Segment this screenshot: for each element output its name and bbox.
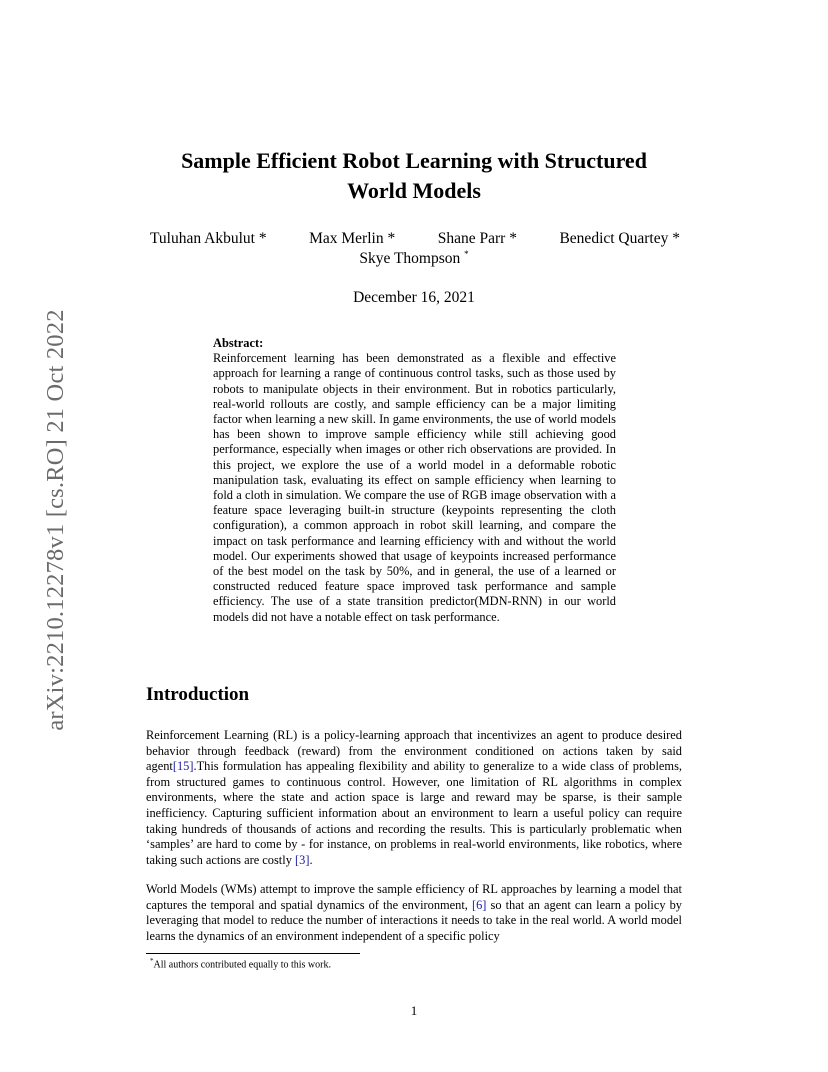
text-run: .This formulation has appealing flexibility and ability to generalize to a wide class of problems, from structured games to continuous control. However, one limitation of RL algorithms in complex environments, where the state and action space is large and reward may be sparse, is their sample inefficiency. Capturing sufficient information about an environment to learn a useful policy can require taking hundreds of thousands of actions and recording the results. This is particularly problematic when ‘samples’ are hard to come by - for instance, on problems in real-world environments, like robotics, where taking such actions are costly <box>146 759 682 867</box>
author <box>150 230 267 248</box>
author-row <box>150 230 680 248</box>
author-name: Skye Thompson <box>359 250 461 268</box>
title-line-1: Sample Efficient Robot Learning with Structured <box>181 148 647 173</box>
author-mark: * <box>672 230 680 247</box>
author-row-2 <box>0 249 828 268</box>
citation-link[interactable]: [3] <box>295 852 310 867</box>
author <box>559 230 680 248</box>
abstract <box>213 336 616 625</box>
footnote-text: All authors contributed equally to this work. <box>153 959 331 971</box>
text-run: so that an agent can learn a policy by leveraging that model to reduce the number of interactions it needs to take in the real world. A world model learns the dynamics of an environment independent of a specific policy <box>146 897 682 943</box>
author-name: Benedict Quartey <box>559 230 669 247</box>
text-run: World Models (WMs) attempt to improve the sample efficiency of RL approaches by learning a model that captures the temporal and spatial dynamics of the environment, <box>146 882 682 912</box>
author <box>309 230 395 248</box>
text-run: . <box>309 852 313 867</box>
author-name: Tuluhan Akbulut <box>150 230 255 247</box>
paper-title <box>0 146 828 206</box>
intro-paragraph-1 <box>146 728 682 868</box>
title-line-2: World Models <box>347 178 481 203</box>
intro-paragraph-2 <box>146 882 682 944</box>
author <box>438 230 517 248</box>
abstract-text: Reinforcement learning has been demonstrated as a flexible and effective approach for learning a range of continuous control tasks, such as those used by robots to manipulate objects in their environment. But in robotics particularly, real-world rollouts are costly, and sample efficiency can be a major limiting factor when learning a new skill. In game environments, the use of world models has been shown to improve sample efficiency while still achieving good performance, especially when images or other rich observations are provided. In this project, we explore the use of a world model in a deformable robotic manipulation task, evaluating its effect on sample efficiency when learning to fold a cloth in simulation. We compare the use of RGB image observation with a feature space leveraging built-in structure (keypoints representing the cloth configuration), a common approach in robot skill learning, and compare the impact on task performance and learning efficiency with and without the world model. Our experiments showed that usage of keypoints increased performance of the best model on the task by 50%, and in general, the use of a learned or constructed reduced feature space improved task performance and sample efficiency. The use of a state transition predictor(MDN-RNN) in our world models did not have a notable effect on task performance. <box>213 351 616 624</box>
author-mark: * <box>464 249 469 259</box>
citation-link[interactable]: [15] <box>172 759 194 774</box>
author-mark: * <box>387 230 396 247</box>
author-mark: * <box>258 230 267 247</box>
footnote-mark: * <box>150 957 154 965</box>
paper-date: December 16, 2021 <box>353 289 475 306</box>
page-number: 1 <box>410 1003 418 1018</box>
abstract-label: Abstract: <box>213 336 264 350</box>
author-name: Shane Parr <box>437 230 506 247</box>
author-mark: * <box>509 230 517 247</box>
text-run: Reinforcement Learning (RL) is a policy-learning approach that incentivizes an agent to produce desired behavior through feedback (reward) from the environment conditioned on actions taken by said agent <box>146 728 682 774</box>
section-heading-introduction: Introduction <box>146 684 250 705</box>
author-name: Max Merlin <box>309 230 384 247</box>
citation-link[interactable]: [6] <box>471 897 487 912</box>
author <box>359 250 468 267</box>
footnote <box>150 957 331 970</box>
footnote-rule <box>146 953 360 954</box>
arxiv-identifier: arXiv:2210.12278v1 [cs.RO] 21 Oct 2022 <box>42 309 69 731</box>
